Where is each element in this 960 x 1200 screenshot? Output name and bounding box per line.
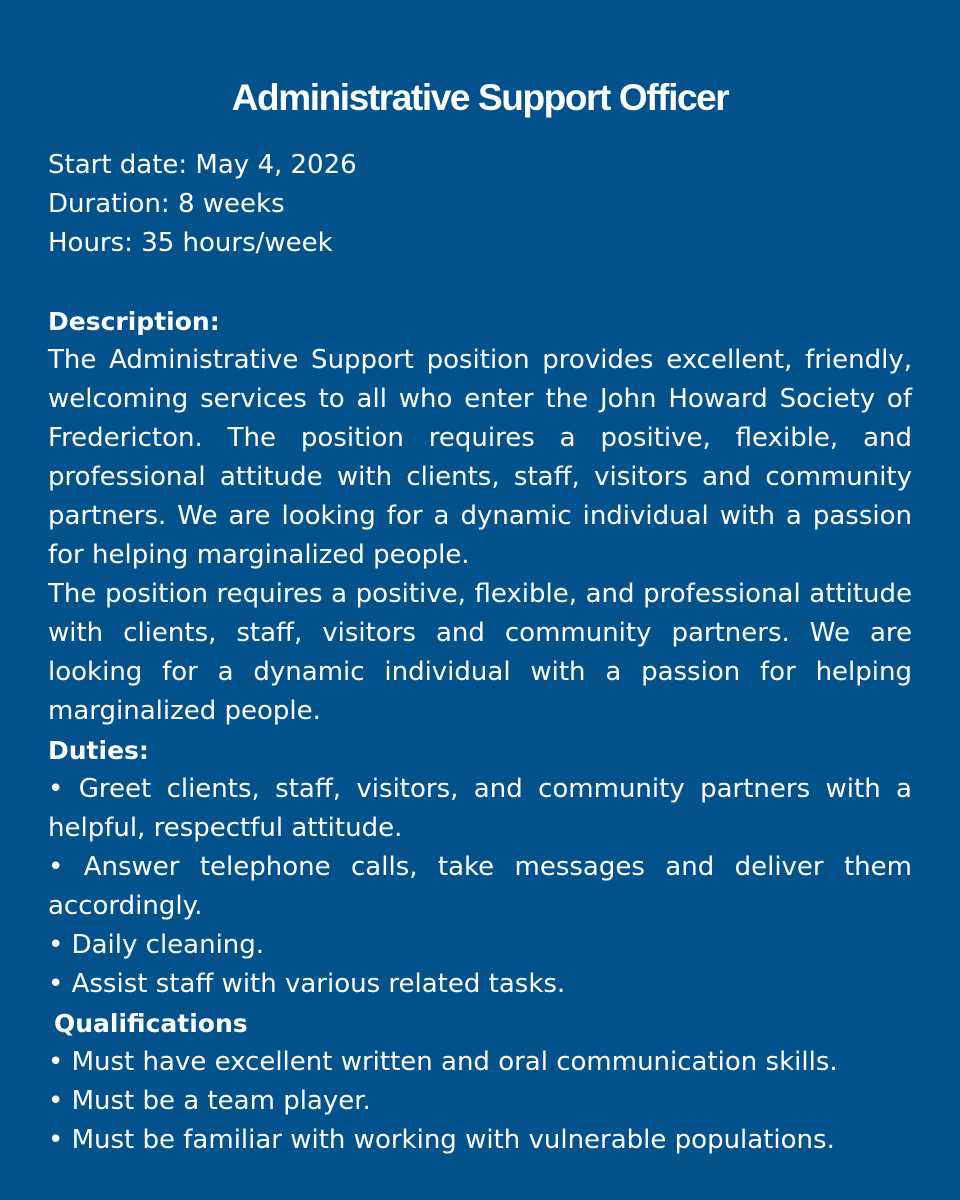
description-paragraph: The Administrative Support position provides excellent, friendly, welcoming services to all who enter the John Howard Society of Fredericton. The position requires a positive, flexible, and professional attitude with clients, staff, visitors and community partners. We are looking for a dynamic individual with a passion for helping marginalized people.: [48, 345, 912, 570]
job-details: [48, 146, 912, 263]
qualification-item: • Must have excellent written and oral communication skills.: [48, 1047, 838, 1077]
start-date: Start date: May 4, 2026: [48, 150, 357, 180]
qualification-item: • Must be a team player.: [48, 1086, 371, 1116]
qualifications-section: [48, 1004, 912, 1160]
duty-item: • Answer telephone calls, take messages and deliver them accordingly.: [48, 852, 912, 921]
duty-item: • Daily cleaning.: [48, 930, 265, 960]
duty-item: • Assist staff with various related tasks.: [48, 969, 566, 999]
qualifications-heading: Qualifications: [54, 1009, 248, 1038]
job-title: Administrative Support Officer: [231, 77, 729, 118]
duties-heading: Duties:: [48, 736, 149, 765]
qualification-item: • Must be familiar with working with vulnerable populations.: [48, 1125, 835, 1155]
description-heading: Description:: [48, 307, 220, 336]
hours: Hours: 35 hours/week: [48, 228, 333, 258]
duty-item: • Greet clients, staff, visitors, and community partners with a helpful, respectful attitude.: [48, 774, 912, 843]
duties-section: [48, 731, 912, 1004]
duration: Duration: 8 weeks: [48, 189, 285, 219]
description-section: [48, 302, 912, 731]
description-paragraph: The position requires a positive, flexible, and professional attitude with clients, staff, visitors and community partners. We are looking for a dynamic individual with a passion for helping marginalized people.: [48, 579, 912, 726]
